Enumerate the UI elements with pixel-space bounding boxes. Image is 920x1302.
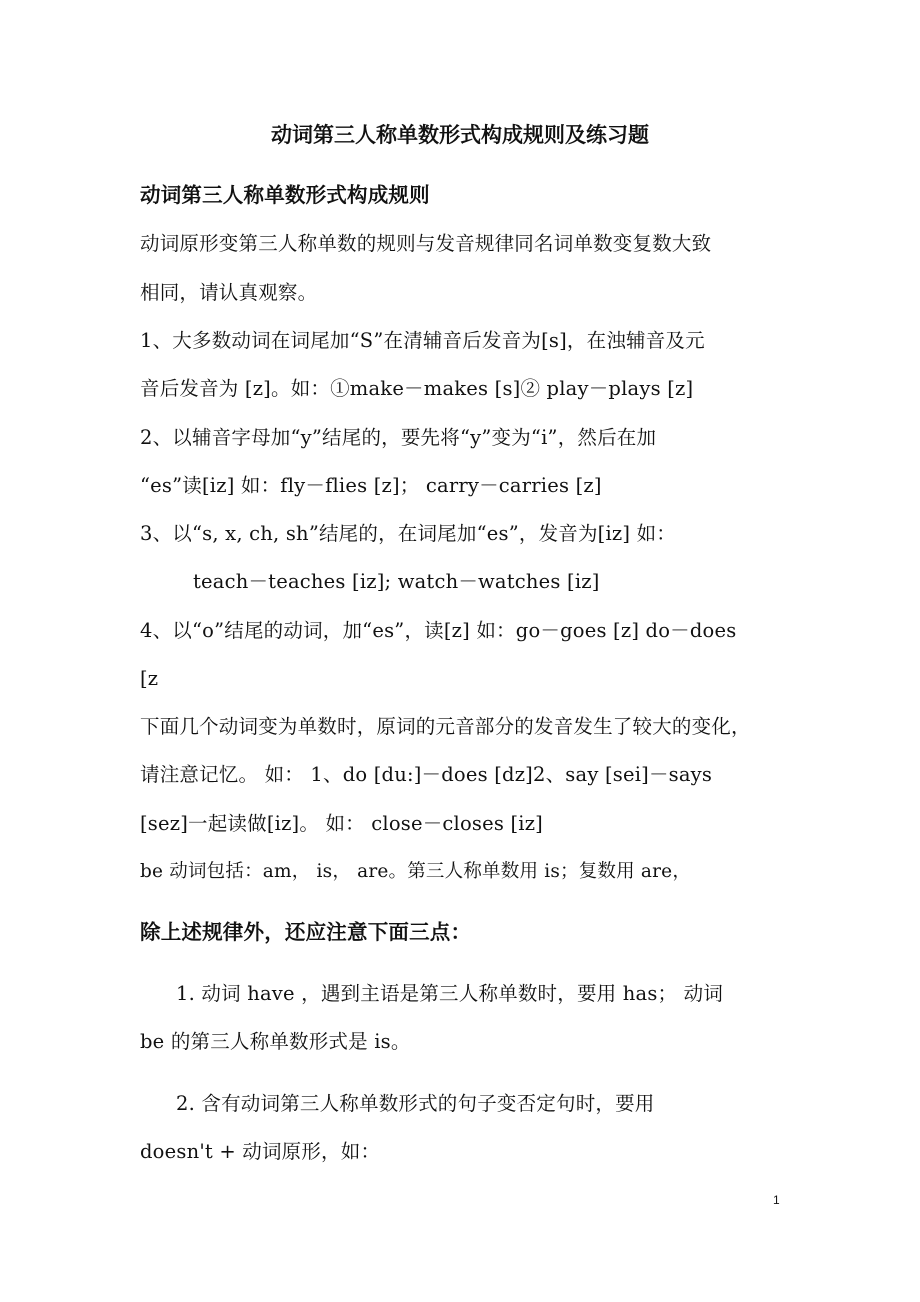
special-line: 下面几个动词变为单数时，原词的元音部分的发音发生了较大的变化， xyxy=(140,715,751,738)
page-number: 1 xyxy=(773,1193,780,1207)
intro-line: 动词原形变第三人称单数的规则与发音规律同名词单数变复数大致 xyxy=(140,232,712,255)
rule-2-line: “es”读[iz] 如：fly－flies [z]； carry－carries [z] xyxy=(140,474,602,497)
note-2-line: doesn't + 动词原形，如： xyxy=(140,1140,381,1163)
rule-1-line: 音后发音为 [z]。如：①make－makes [s]② play－plays [z] xyxy=(140,377,694,400)
rule-1-line: 1、大多数动词在词尾加“S”在清辅音后发音为[s]，在浊辅音及元 xyxy=(140,329,705,352)
special-line: be 动词包括：am， is， are。第三人称单数用 is；复数用 are， xyxy=(140,861,692,882)
rule-3-line: teach－teaches [iz]; watch－watches [iz] xyxy=(193,570,600,593)
rule-4-line: [z xyxy=(140,667,159,690)
note-2-line: 2. 含有动词第三人称单数形式的句子变否定句时，要用 xyxy=(176,1092,655,1115)
special-line: 请注意记忆。 如： 1、do [du:]－does [dz]2、say [sei]－says xyxy=(140,763,713,786)
special-line: [sez]一起读做[iz]。 如： close－closes [iz] xyxy=(140,812,543,835)
document-title: 动词第三人称单数形式构成规则及练习题 xyxy=(271,122,649,147)
rule-2-line: 2、以辅音字母加“y”结尾的，要先将“y”变为“i”，然后在加 xyxy=(140,426,657,449)
section-heading: 动词第三人称单数形式构成规则 xyxy=(140,183,430,207)
intro-line: 相同，请认真观察。 xyxy=(140,281,318,304)
notes-heading: 除上述规律外，还应注意下面三点： xyxy=(140,920,472,944)
rule-4-line: 4、以“o”结尾的动词，加“es”，读[z] 如：go－goes [z] do－does xyxy=(140,619,737,642)
note-1-line: 1. 动词 have ，遇到主语是第三人称单数时，要用 has； 动词 xyxy=(176,982,724,1005)
note-1-line: be 的第三人称单数形式是 is。 xyxy=(140,1030,411,1053)
rule-3-line: 3、以“s, x, ch, sh”结尾的，在词尾加“es”，发音为[iz] 如： xyxy=(140,522,676,545)
